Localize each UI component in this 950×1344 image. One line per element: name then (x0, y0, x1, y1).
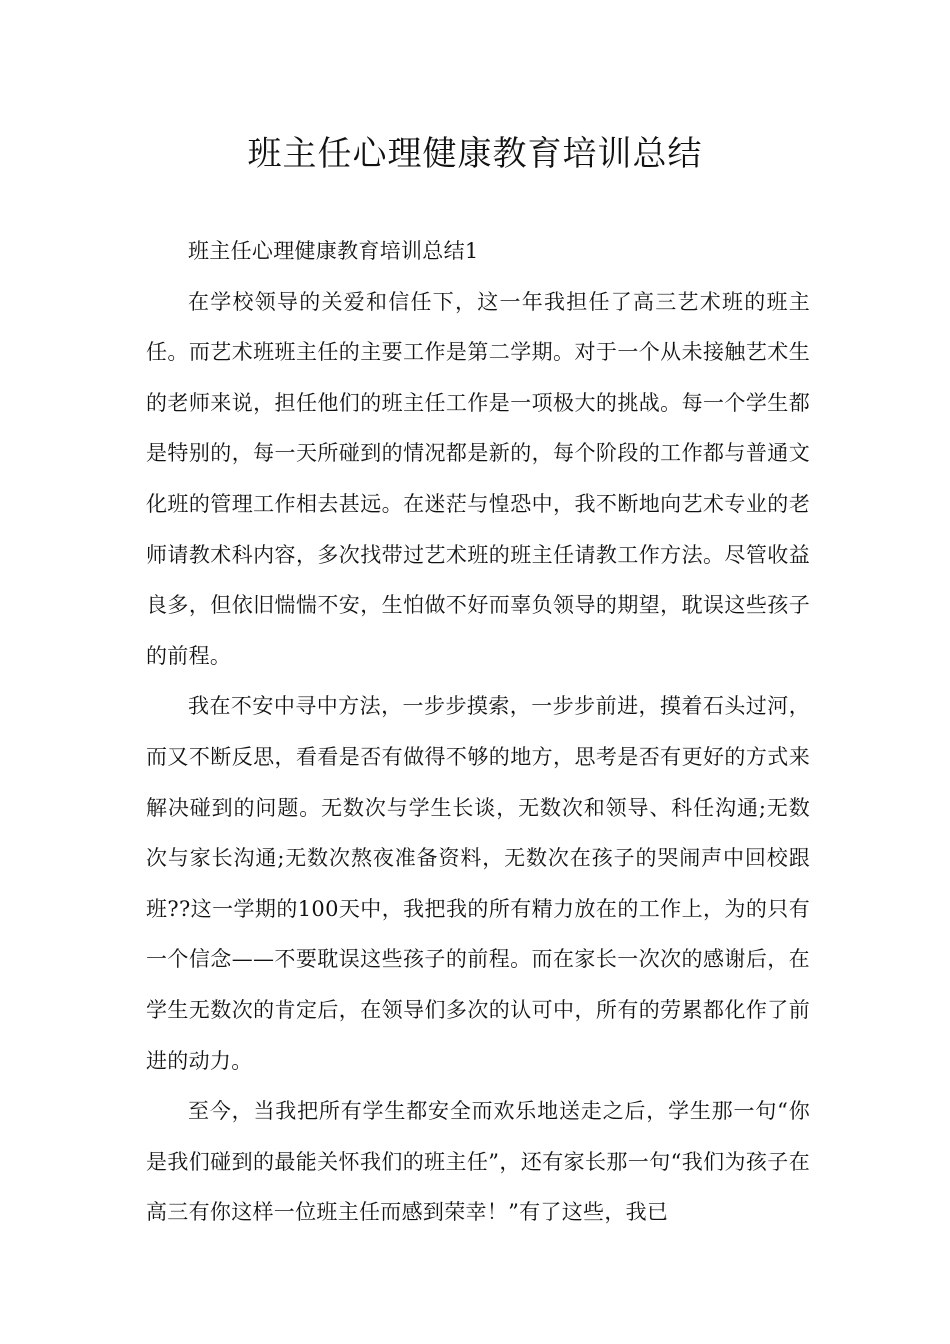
document-body (146, 226, 810, 1238)
paragraph: 至今，当我把所有学生都安全而欢乐地送走之后，学生那一句“你是我们碰到的最能关怀我们的班主任”，还有家长那一句“我们为孩子在高三有你这样一位班主任而感到荣幸！”有了这些，我已 (146, 1099, 810, 1225)
paragraph: 在学校领导的关爱和信任下，这一年我担任了高三艺术班的班主任。而艺术班班主任的主要工作是第二学期。对于一个从未接触艺术生的老师来说，担任他们的班主任工作是一项极大的挑战。每一个学生都是特别的，每一天所碰到的情况都是新的，每个阶段的工作都与普通文化班的管理工作相去甚远。在迷茫与惶恐中，我不断地向艺术专业的老师请教术科内容，多次找带过艺术班的班主任请教工作方法。尽管收益良多，但依旧惴惴不安，生怕做不好而辜负领导的期望，耽误这些孩子的前程。 (146, 289, 810, 668)
document-title: 班主任心理健康教育培训总结 (247, 134, 703, 174)
paragraph: 我在不安中寻中方法，一步步摸索，一步步前进，摸着石头过河，而又不断反思，看看是否有做得不够的地方，思考是否有更好的方式来解决碰到的问题。无数次与学生长谈，无数次和领导、科任沟通;无数次与家长沟通;无数次熬夜准备资料，无数次在孩子的哭闹声中回校跟班??这一学期的100天中，我把我的所有精力放在的工作上，为的只有一个信念——不要耽误这些孩子的前程。而在家长一次次的感谢后，在学生无数次的肯定后，在领导们多次的认可中，所有的劳累都化作了前进的动力。 (146, 694, 810, 1073)
paragraph-heading: 班主任心理健康教育培训总结1 (188, 239, 479, 263)
